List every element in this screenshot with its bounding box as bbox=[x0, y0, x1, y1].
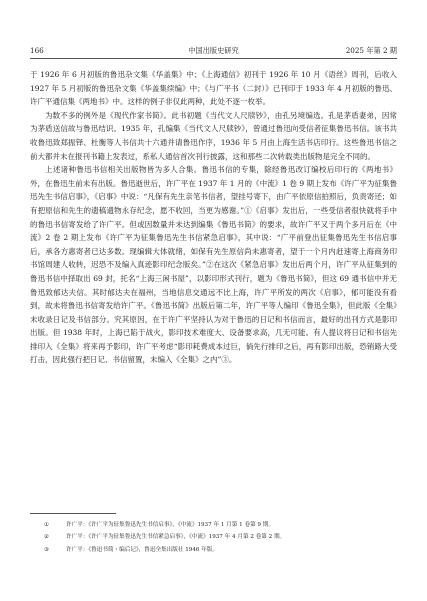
paragraph: 上述诸种鲁迅书信相关出版物皆为多人合集。鲁迅书信的专集，除经鲁迅改订编校后印行的《两地书》外，在鲁迅生前未有出版。鲁迅逝世后，许广平在 1937 年 1 月的《中流》1 卷 9 期上发布《许广平为征集鲁迅先生书信启事》，《启事》中说：“凡保有先生亲笔书信者，望挂号寄下，由广平依原信拍照后，负责寄还；如有把原信和先生的遗稿遗物永存纪念，愿不收回，当更为感谢。”①《启事》发出后，一些受信者很快就将手中的鲁迅书信寄发给了许广平。但或因数量并未达到编集《鲁迅书简》的要求，故许广平又于两个多月后在《中流》2 卷 2 期上发布《许广平为征集鲁迅先生书信紧急启事》，其中说：“广平前登出征集鲁迅先生书信启事后，承各方惠寄者已达多数。现编辑大体就绪，如保有先生原信尚未惠寄者，望于一个月内赶速寄上海商务印书馆周建人收转，迟恐不及编入真迹影印纪念版矣。”②在这次《紧急启事》发出后两个月，许广平从征集到的鲁迅书信中择取出 69 封，托名“上海三闲书屋”，以影印形式刊行，题为《鲁迅书简》，但这 69 通书信中并无鲁迅致郁达夫信。其时郁达夫在福州，当地信息交通远不比上海，许广平所发的两次《启事》，郁可能没有看到，故未将鲁迅书信寄发给许广平。《鲁迅书简》出版后第二年，许广平等人编印《鲁迅全集》，但此版《全集》未收录日记及书信部分。究其原因，在于许广平坚持认为对于鲁迅的日记和书信而言，最好的出刊方式是影印出版。但 1938 年时，上海已陷于战火，影印技术难度大、设备要求高，几无可能。有人提议将日记和书信先排印入《全集》将来再予影印，许广平考虑“影印耗费成本过巨，倘先行排印之后，再有影印出版，恐销路大受打击，因此强行把日记、书信留置，未编入《全集》之内”③。 bbox=[30, 165, 397, 365]
article-body bbox=[30, 68, 397, 367]
footnote-text: 许广平：《许广平为征集鲁迅先生书信紧急启事》，《中流》1937 年 4 月第 2 卷第 2 期。 bbox=[66, 534, 286, 541]
footnote-marker: ② bbox=[44, 534, 50, 541]
footnote-marker: ③ bbox=[44, 546, 50, 553]
paragraph: 于 1926 年 6 月初版的鲁迅杂文集《华盖集》中；《上海通信》初刊于 1926 年 10 月《语丝》周刊，后收入 1927 年 5 月初版的鲁迅杂文集《华盖集续编》中；《与广平书（二封）》已刊印于 1933 年 4 月初版的鲁迅、许广平通信集《两地书》中。这样的例子非仅此两种，此处不逐一枚举。 bbox=[30, 70, 397, 107]
footnote-item bbox=[44, 531, 397, 543]
running-head bbox=[30, 44, 397, 59]
issue-label: 2025 年第 2 期 bbox=[345, 46, 397, 55]
footnote-item bbox=[44, 544, 397, 556]
footnote-marker: ① bbox=[44, 522, 50, 528]
journal-name: 中国出版史研究 bbox=[188, 46, 239, 55]
footnotes bbox=[44, 519, 397, 556]
footnote-item bbox=[44, 519, 397, 531]
footnote-text: 许广平：《许广平为征集鲁迅先生书信启事》，《中流》1937 年 1 月第 1 卷第 9 期。 bbox=[66, 522, 274, 528]
footnote-text: 许广平：《鲁迅书简・编后记》，鲁迅全集出版社 1946 年版。 bbox=[66, 546, 219, 553]
paragraph: 为数不多的例外是《现代作家书简》。此书初题《当代文人尺牍钞》，由孔另境编选。孔是茅盾妻弟，因常为茅盾送信故与鲁迅结识。1935 年，孔编集《当代文人尺牍钞》，曾通过鲁迅向受信者征集鲁迅书信。该书共收鲁迅致郑振铎、杜衡等人书信共十六通并请鲁迅作序，1936 年 5 月由上海生活书店印行。这些鲁迅书信之前大都并未在报刊书籍上发表过，系私人通信首次刊行披露，这和那些二次转载类出版物是完全不同的。 bbox=[30, 110, 397, 161]
page-number: 166 bbox=[30, 46, 44, 55]
footnote-divider bbox=[30, 513, 116, 514]
